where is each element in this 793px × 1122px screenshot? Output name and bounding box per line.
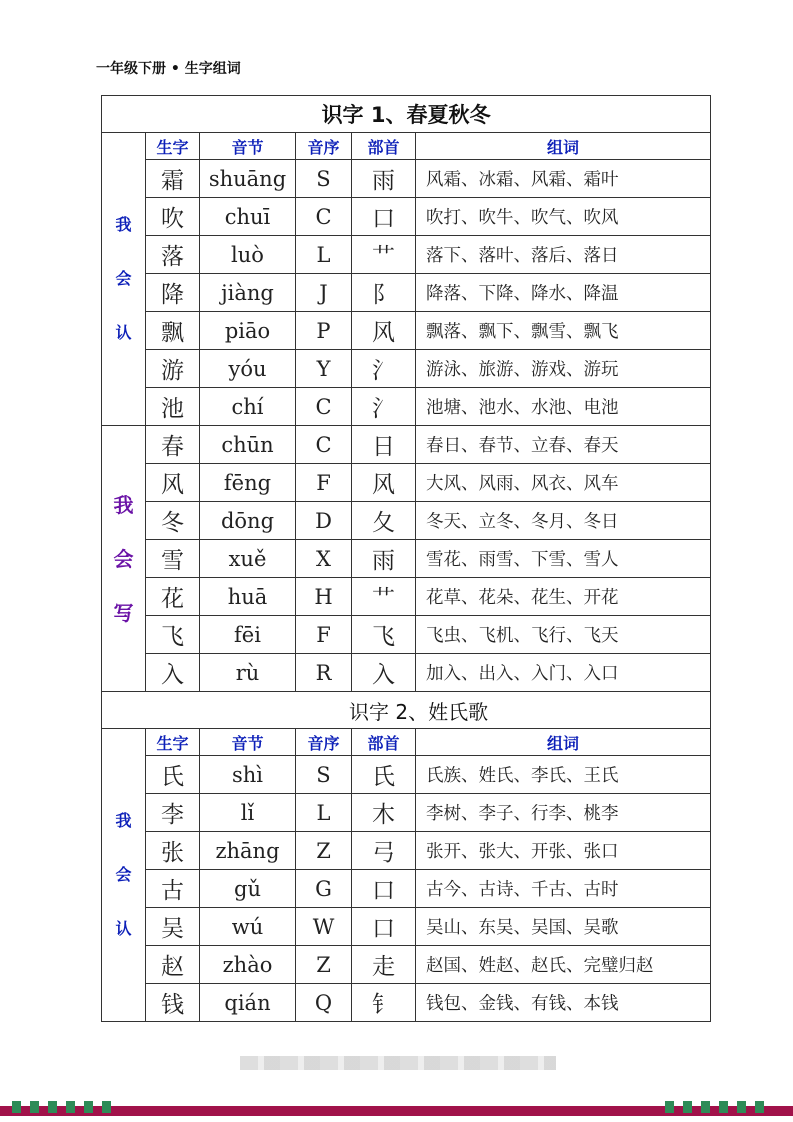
cell-words: 赵国、姓赵、赵氏、完璧归赵 [416, 946, 711, 984]
cell-radical: 艹 [352, 236, 416, 274]
cell-radical: 夂 [352, 502, 416, 540]
group-label-char: 认 [115, 323, 132, 342]
cell-words: 冬天、立冬、冬月、冬日 [416, 502, 711, 540]
group-label-char: 会 [115, 865, 132, 884]
cell-pinyin: chūn [200, 426, 296, 464]
column-header-order: 音序 [296, 729, 352, 756]
cell-pinyin: gǔ [200, 870, 296, 908]
column-header-pinyin: 音节 [200, 729, 296, 756]
table-row [102, 198, 711, 236]
table-row [102, 832, 711, 870]
cell-radical: 氵 [352, 388, 416, 426]
cell-char: 李 [146, 794, 200, 832]
cell-pinyin: luò [200, 236, 296, 274]
cell-words: 花草、花朵、花生、开花 [416, 578, 711, 616]
cell-char: 降 [146, 274, 200, 312]
cell-radical: 木 [352, 794, 416, 832]
cell-radical: 艹 [352, 578, 416, 616]
table-row [102, 794, 711, 832]
cell-words: 古今、古诗、千古、古时 [416, 870, 711, 908]
table-row [102, 274, 711, 312]
cell-radical: 风 [352, 312, 416, 350]
table-row [102, 578, 711, 616]
cell-radical: 阝 [352, 274, 416, 312]
table-row [102, 654, 711, 692]
cell-order: Y [296, 350, 352, 388]
group-label-char: 写 [113, 600, 134, 625]
cell-words: 钱包、金钱、有钱、本钱 [416, 984, 711, 1022]
section-title-row [102, 692, 711, 729]
cell-radical: 氵 [352, 350, 416, 388]
cell-pinyin: wú [200, 908, 296, 946]
cell-words: 落下、落叶、落后、落日 [416, 236, 711, 274]
cell-char: 吴 [146, 908, 200, 946]
cell-order: C [296, 426, 352, 464]
cell-radical: 弓 [352, 832, 416, 870]
cell-words: 氏族、姓氏、李氏、王氏 [416, 756, 711, 794]
cell-pinyin: lǐ [200, 794, 296, 832]
cell-words: 吹打、吹牛、吹气、吹风 [416, 198, 711, 236]
cell-pinyin: qián [200, 984, 296, 1022]
cell-words: 大风、风雨、风衣、风车 [416, 464, 711, 502]
group-label-char: 我 [115, 811, 132, 830]
cell-order: P [296, 312, 352, 350]
column-header-words: 组词 [416, 729, 711, 756]
table-row [102, 236, 711, 274]
group-label [102, 133, 146, 426]
table-row [102, 756, 711, 794]
column-header-char: 生字 [146, 133, 200, 160]
cell-radical: 口 [352, 870, 416, 908]
cell-radical: 口 [352, 908, 416, 946]
cell-words: 池塘、池水、水池、电池 [416, 388, 711, 426]
cell-char: 落 [146, 236, 200, 274]
cell-char: 池 [146, 388, 200, 426]
table-row [102, 616, 711, 654]
cell-radical: 口 [352, 198, 416, 236]
cell-order: X [296, 540, 352, 578]
cell-radical: 日 [352, 426, 416, 464]
cell-order: D [296, 502, 352, 540]
cell-words: 雪花、雨雪、下雪、雪人 [416, 540, 711, 578]
cell-radical: 氏 [352, 756, 416, 794]
cell-words: 飘落、飘下、飘雪、飘飞 [416, 312, 711, 350]
cell-radical: 入 [352, 654, 416, 692]
cell-pinyin: huā [200, 578, 296, 616]
group-label [102, 729, 146, 1022]
cell-char: 古 [146, 870, 200, 908]
cell-pinyin: rù [200, 654, 296, 692]
cell-words: 降落、下降、降水、降温 [416, 274, 711, 312]
section-title: 识字 2、姓氏歌 [102, 692, 711, 729]
column-header-words: 组词 [416, 133, 711, 160]
cell-char: 春 [146, 426, 200, 464]
cell-radical: 走 [352, 946, 416, 984]
cell-char: 张 [146, 832, 200, 870]
table-row [102, 870, 711, 908]
vocab-table [101, 95, 711, 1022]
table-row [102, 464, 711, 502]
column-header-radical: 部首 [352, 133, 416, 160]
cell-char: 赵 [146, 946, 200, 984]
cell-order: L [296, 794, 352, 832]
cell-pinyin: chí [200, 388, 296, 426]
cell-words: 吴山、东吴、吴国、吴歌 [416, 908, 711, 946]
watermark [240, 1056, 556, 1070]
table-row [102, 160, 711, 198]
cell-pinyin: zhào [200, 946, 296, 984]
cell-pinyin: dōng [200, 502, 296, 540]
cell-char: 风 [146, 464, 200, 502]
cell-char: 钱 [146, 984, 200, 1022]
cell-pinyin: chuī [200, 198, 296, 236]
cell-char: 氏 [146, 756, 200, 794]
column-header-char: 生字 [146, 729, 200, 756]
column-header-row [102, 729, 711, 756]
cell-pinyin: shuāng [200, 160, 296, 198]
table-row [102, 426, 711, 464]
cell-pinyin: jiàng [200, 274, 296, 312]
column-header-row [102, 133, 711, 160]
cell-char: 入 [146, 654, 200, 692]
group-label [102, 426, 146, 692]
group-label-char: 认 [115, 919, 132, 938]
cell-order: G [296, 870, 352, 908]
cell-words: 张开、张大、开张、张口 [416, 832, 711, 870]
table-row [102, 502, 711, 540]
cell-pinyin: fēng [200, 464, 296, 502]
section-title-row [102, 96, 711, 133]
footer-ticks-right [665, 1101, 764, 1113]
table-row [102, 984, 711, 1022]
cell-order: F [296, 616, 352, 654]
section-title: 识字 1、春夏秋冬 [102, 96, 711, 133]
cell-char: 霜 [146, 160, 200, 198]
column-header-order: 音序 [296, 133, 352, 160]
group-label-char: 会 [115, 269, 132, 288]
cell-words: 加入、出入、入门、入口 [416, 654, 711, 692]
table-row [102, 908, 711, 946]
table-row [102, 312, 711, 350]
cell-order: R [296, 654, 352, 692]
cell-char: 飘 [146, 312, 200, 350]
cell-pinyin: piāo [200, 312, 296, 350]
document-title: 一年级下册 • 生字组词 [96, 61, 241, 77]
cell-order: C [296, 198, 352, 236]
footer-ticks-left [12, 1101, 111, 1113]
cell-order: S [296, 160, 352, 198]
cell-order: C [296, 388, 352, 426]
cell-radical: 雨 [352, 540, 416, 578]
table-row [102, 540, 711, 578]
cell-words: 飞虫、飞机、飞行、飞天 [416, 616, 711, 654]
table-row [102, 388, 711, 426]
group-label-char: 我 [115, 215, 132, 234]
cell-pinyin: fēi [200, 616, 296, 654]
cell-radical: 雨 [352, 160, 416, 198]
cell-words: 春日、春节、立春、春天 [416, 426, 711, 464]
cell-pinyin: shì [200, 756, 296, 794]
cell-char: 冬 [146, 502, 200, 540]
column-header-pinyin: 音节 [200, 133, 296, 160]
cell-char: 飞 [146, 616, 200, 654]
cell-order: J [296, 274, 352, 312]
cell-pinyin: xuě [200, 540, 296, 578]
group-label-char: 我 [113, 492, 134, 517]
cell-pinyin: yóu [200, 350, 296, 388]
cell-words: 游泳、旅游、游戏、游玩 [416, 350, 711, 388]
cell-radical: 钅 [352, 984, 416, 1022]
cell-order: L [296, 236, 352, 274]
cell-order: H [296, 578, 352, 616]
cell-char: 雪 [146, 540, 200, 578]
group-label-char: 会 [113, 546, 134, 571]
cell-order: Z [296, 832, 352, 870]
cell-order: S [296, 756, 352, 794]
cell-order: Q [296, 984, 352, 1022]
cell-words: 李树、李子、行李、桃李 [416, 794, 711, 832]
cell-char: 花 [146, 578, 200, 616]
cell-char: 游 [146, 350, 200, 388]
cell-pinyin: zhāng [200, 832, 296, 870]
table-row [102, 350, 711, 388]
cell-radical: 风 [352, 464, 416, 502]
cell-radical: 飞 [352, 616, 416, 654]
cell-order: F [296, 464, 352, 502]
table-row [102, 946, 711, 984]
cell-words: 风霜、冰霜、风霜、霜叶 [416, 160, 711, 198]
column-header-radical: 部首 [352, 729, 416, 756]
cell-order: Z [296, 946, 352, 984]
cell-order: W [296, 908, 352, 946]
cell-char: 吹 [146, 198, 200, 236]
